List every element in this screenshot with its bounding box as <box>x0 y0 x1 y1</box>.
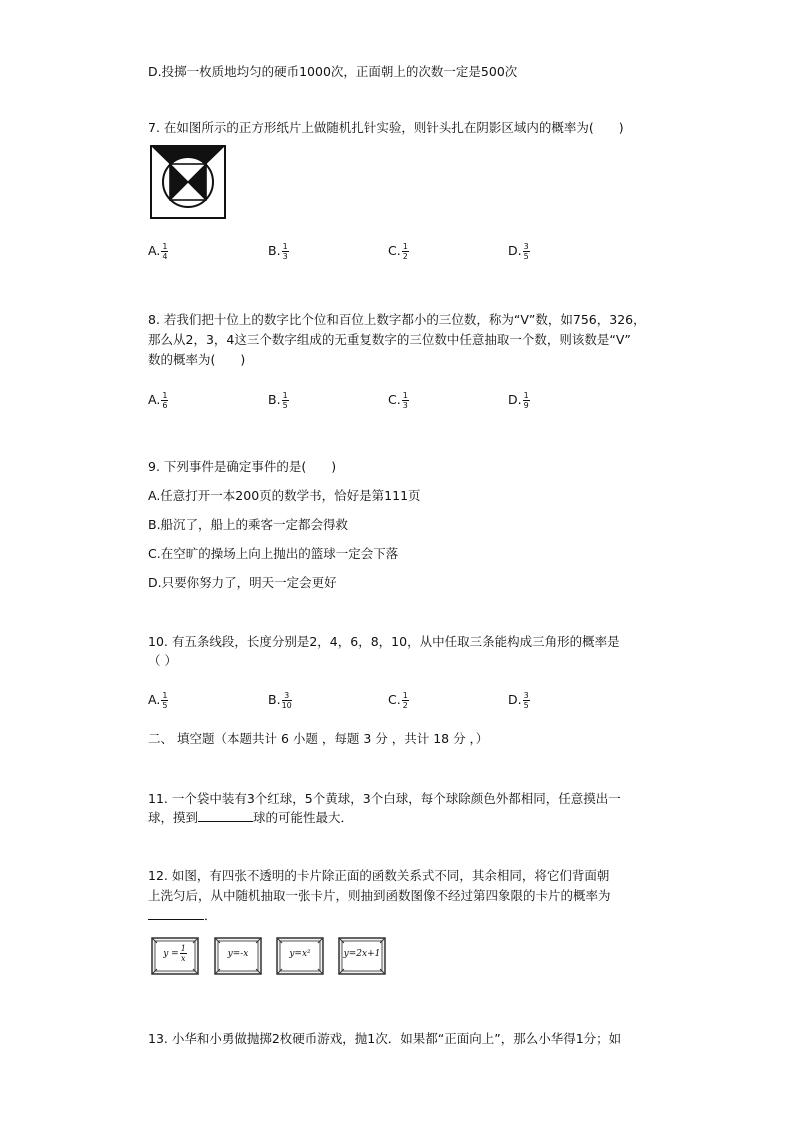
q8-option-c[interactable]: C. $\frac{1}{3}$ <box>388 391 408 410</box>
q6-option-d: D.投掷一枚质地均匀的硬币1000次，正面朝上的次数一定是500次 <box>148 64 518 79</box>
q12-line-2: 上洗匀后，从中随机抽取一张卡片，则抽到函数图像不经过第四象限的卡片的概率为 <box>148 888 611 903</box>
q7-option-a[interactable]: A. $\frac{1}{4}$ <box>148 242 168 261</box>
q10-line-1: 10. 有五条线段，长度分别是2，4，6，8，10，从中任取三条能构成三角形的概率是 <box>148 634 620 649</box>
q8-option-b[interactable]: B. $\frac{1}{5}$ <box>268 391 288 410</box>
q12-line-1: 12. 如图，有四张不透明的卡片除正面的函数关系式不同，其余相同，将它们背面朝 <box>148 868 610 883</box>
q7-figure <box>150 145 226 219</box>
q7-option-d[interactable]: D. $\frac{3}{5}$ <box>508 242 529 261</box>
q11-line-1: 11. 一个袋中装有3个红球，5个黄球，3个白球，每个球除颜色外都相同，任意摸出一 <box>148 791 621 806</box>
q12-card-4: y=2x+1 <box>338 937 386 975</box>
q8-line-1: 8. 若我们把十位上的数字比个位和百位上数字都小的三位数，称为“V”数，如756，326， <box>148 312 646 327</box>
q9-option-b[interactable]: B.船沉了，船上的乘客一定都会得救 <box>148 517 349 532</box>
q12-answer-blank[interactable] <box>148 919 204 920</box>
q8-option-d[interactable]: D. $\frac{1}{9}$ <box>508 391 529 410</box>
q10-line-2: （ ） <box>148 653 177 668</box>
q10-option-c[interactable]: C. $\frac{1}{2}$ <box>388 691 408 710</box>
q9-option-a[interactable]: A.任意打开一本200页的数学书，恰好是第111页 <box>148 488 421 503</box>
q9-option-d[interactable]: D.只要你努力了，明天一定会更好 <box>148 575 337 590</box>
q9-option-c[interactable]: C.在空旷的操场上向上抛出的篮球一定会下落 <box>148 546 399 561</box>
q8-line-3: 数的概率为( ) <box>148 352 246 367</box>
q12-card-2: y=-x <box>214 937 262 975</box>
q10-option-d[interactable]: D. $\frac{3}{5}$ <box>508 691 529 710</box>
section-2-title: 二、 填空题（本题共计 6 小题 ，每题 3 分 ，共计 18 分 ，） <box>148 731 489 746</box>
q12-card-3: y=x² <box>276 937 324 975</box>
q10-option-b[interactable]: B. $\frac{3}{10}$ <box>268 691 292 710</box>
q11-line-2: 球，摸到 球的可能性最大． <box>148 810 354 825</box>
q12-line-3: ． <box>148 907 217 925</box>
q13-line-1: 13. 小华和小勇做抛掷2枚硬币游戏，抛1次．如果都“正面向上”，那么小华得1分；如 <box>148 1031 622 1046</box>
q12-card-1: y = $\frac{1}{x}$ <box>151 937 199 975</box>
q7-option-b[interactable]: B. $\frac{1}{3}$ <box>268 242 288 261</box>
q9-text: 9. 下列事件是确定事件的是( ) <box>148 459 337 474</box>
q8-option-a[interactable]: A. $\frac{1}{6}$ <box>148 391 168 410</box>
q10-option-a[interactable]: A. $\frac{1}{5}$ <box>148 691 168 710</box>
q11-answer-blank[interactable] <box>198 821 253 822</box>
q7-text: 7. 在如图所示的正方形纸片上做随机扎针实验，则针头扎在阴影区域内的概率为( ) <box>148 120 624 135</box>
q7-option-c[interactable]: C. $\frac{1}{2}$ <box>388 242 408 261</box>
q8-line-2: 那么从2，3，4这三个数字组成的无重复数字的三位数中任意抽取一个数，则该数是“V” <box>148 332 631 347</box>
